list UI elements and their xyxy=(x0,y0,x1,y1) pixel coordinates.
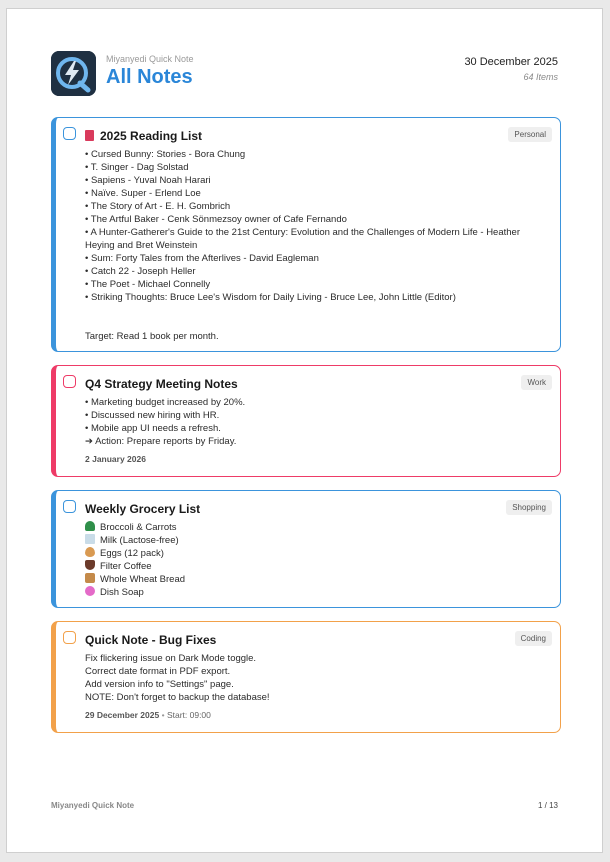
page-header xyxy=(51,51,558,101)
note-checkbox[interactable] xyxy=(63,631,76,644)
note-line: • The Artful Baker - Cenk Sönmezsoy owner of Cafe Fernando xyxy=(85,214,347,225)
note-card[interactable] xyxy=(51,490,561,608)
note-line: • Mobile app UI needs a refresh. xyxy=(85,423,221,434)
note-card[interactable] xyxy=(51,365,561,477)
list-item-label: Whole Wheat Bread xyxy=(100,574,186,585)
coffee-icon xyxy=(85,560,95,570)
note-title: 2025 Reading List xyxy=(100,128,203,143)
note-target: Target: Read 1 book per month. xyxy=(85,331,219,342)
note-footer xyxy=(85,454,550,464)
note-line: • The Poet - Michael Connelly xyxy=(85,279,211,290)
export-date: 30 December 2025 xyxy=(464,56,558,68)
list-item-label: Dish Soap xyxy=(100,587,144,598)
list-item xyxy=(85,521,550,534)
note-body xyxy=(85,652,550,704)
note-title-row xyxy=(85,375,550,392)
note-line: • Sapiens - Yuval Noah Harari xyxy=(85,175,211,186)
list-item xyxy=(85,560,550,573)
list-item xyxy=(85,586,550,599)
note-body xyxy=(85,148,550,343)
note-checkbox[interactable] xyxy=(63,375,76,388)
note-title: Weekly Grocery List xyxy=(85,501,201,516)
note-line: • Naïve. Super - Erlend Loe xyxy=(85,188,201,199)
milk-icon xyxy=(85,534,95,544)
note-title-row xyxy=(85,127,550,144)
app-name: Miyanyedi Quick Note xyxy=(106,54,194,64)
note-line: ➔ Action: Prepare reports by Friday. xyxy=(85,436,237,447)
list-item xyxy=(85,573,550,586)
note-line: • The Story of Art - E. H. Gombrich xyxy=(85,201,231,212)
note-line: • Catch 22 - Joseph Heller xyxy=(85,266,196,277)
note-checkbox[interactable] xyxy=(63,127,76,140)
note-date: 2 January 2026 xyxy=(85,454,146,464)
note-line: NOTE: Don't forget to backup the database! xyxy=(85,692,270,703)
bread-icon xyxy=(85,573,95,583)
note-tag: Coding xyxy=(515,631,552,646)
page xyxy=(6,8,603,853)
list-item-label: Milk (Lactose-free) xyxy=(100,535,179,546)
book-icon xyxy=(85,130,94,141)
page-number: 1 / 13 xyxy=(537,801,558,810)
note-title: Q4 Strategy Meeting Notes xyxy=(85,376,238,391)
note-line: Fix flickering issue on Dark Mode toggle. xyxy=(85,653,257,664)
note-tag: Work xyxy=(521,375,552,390)
note-line: • Sum: Forty Tales from the Afterlives - David Eagleman xyxy=(85,253,319,264)
page-title: All Notes xyxy=(106,66,193,88)
note-checkbox[interactable] xyxy=(63,500,76,513)
note-title: Quick Note - Bug Fixes xyxy=(85,632,217,647)
note-body xyxy=(85,521,550,599)
note-line: • Marketing budget increased by 20%. xyxy=(85,397,246,408)
note-title-row xyxy=(85,631,550,648)
note-body xyxy=(85,396,550,448)
soap-icon xyxy=(85,586,95,596)
list-item xyxy=(85,534,550,547)
note-date: 29 December 2025 xyxy=(85,710,160,720)
note-title-row xyxy=(85,500,550,517)
footer-separator: • xyxy=(161,710,165,720)
note-card[interactable] xyxy=(51,621,561,733)
note-card[interactable] xyxy=(51,117,561,352)
note-line: • A Hunter-Gatherer's Guide to the 21st Century: Evolution and the Challenges of Modern Life - Heather Heying and Bret Weinstein xyxy=(85,227,520,251)
footer-app-name: Miyanyedi Quick Note xyxy=(51,801,135,810)
note-line: • Striking Thoughts: Bruce Lee's Wisdom for Daily Living - Bruce Lee, John Little (Editor) xyxy=(85,292,456,303)
list-item-label: Filter Coffee xyxy=(100,561,152,572)
list-item xyxy=(85,547,550,560)
broccoli-icon xyxy=(85,521,95,531)
note-footer xyxy=(85,710,550,720)
egg-icon xyxy=(85,547,95,557)
note-start-time: Start: 09:00 xyxy=(166,710,211,720)
note-line: • Discussed new hiring with HR. xyxy=(85,410,220,421)
items-count: 64 Items xyxy=(523,72,558,82)
note-tag: Shopping xyxy=(506,500,552,515)
list-item-label: Eggs (12 pack) xyxy=(100,548,164,559)
note-tag: Personal xyxy=(508,127,552,142)
note-line: Correct date format in PDF export. xyxy=(85,666,231,677)
note-line: Add version info to "Settings" page. xyxy=(85,679,234,690)
app-logo-icon xyxy=(51,51,96,96)
note-line: • T. Singer - Dag Solstad xyxy=(85,162,189,173)
list-item-label: Broccoli & Carrots xyxy=(100,522,177,533)
note-line: • Cursed Bunny: Stories - Bora Chung xyxy=(85,149,246,160)
